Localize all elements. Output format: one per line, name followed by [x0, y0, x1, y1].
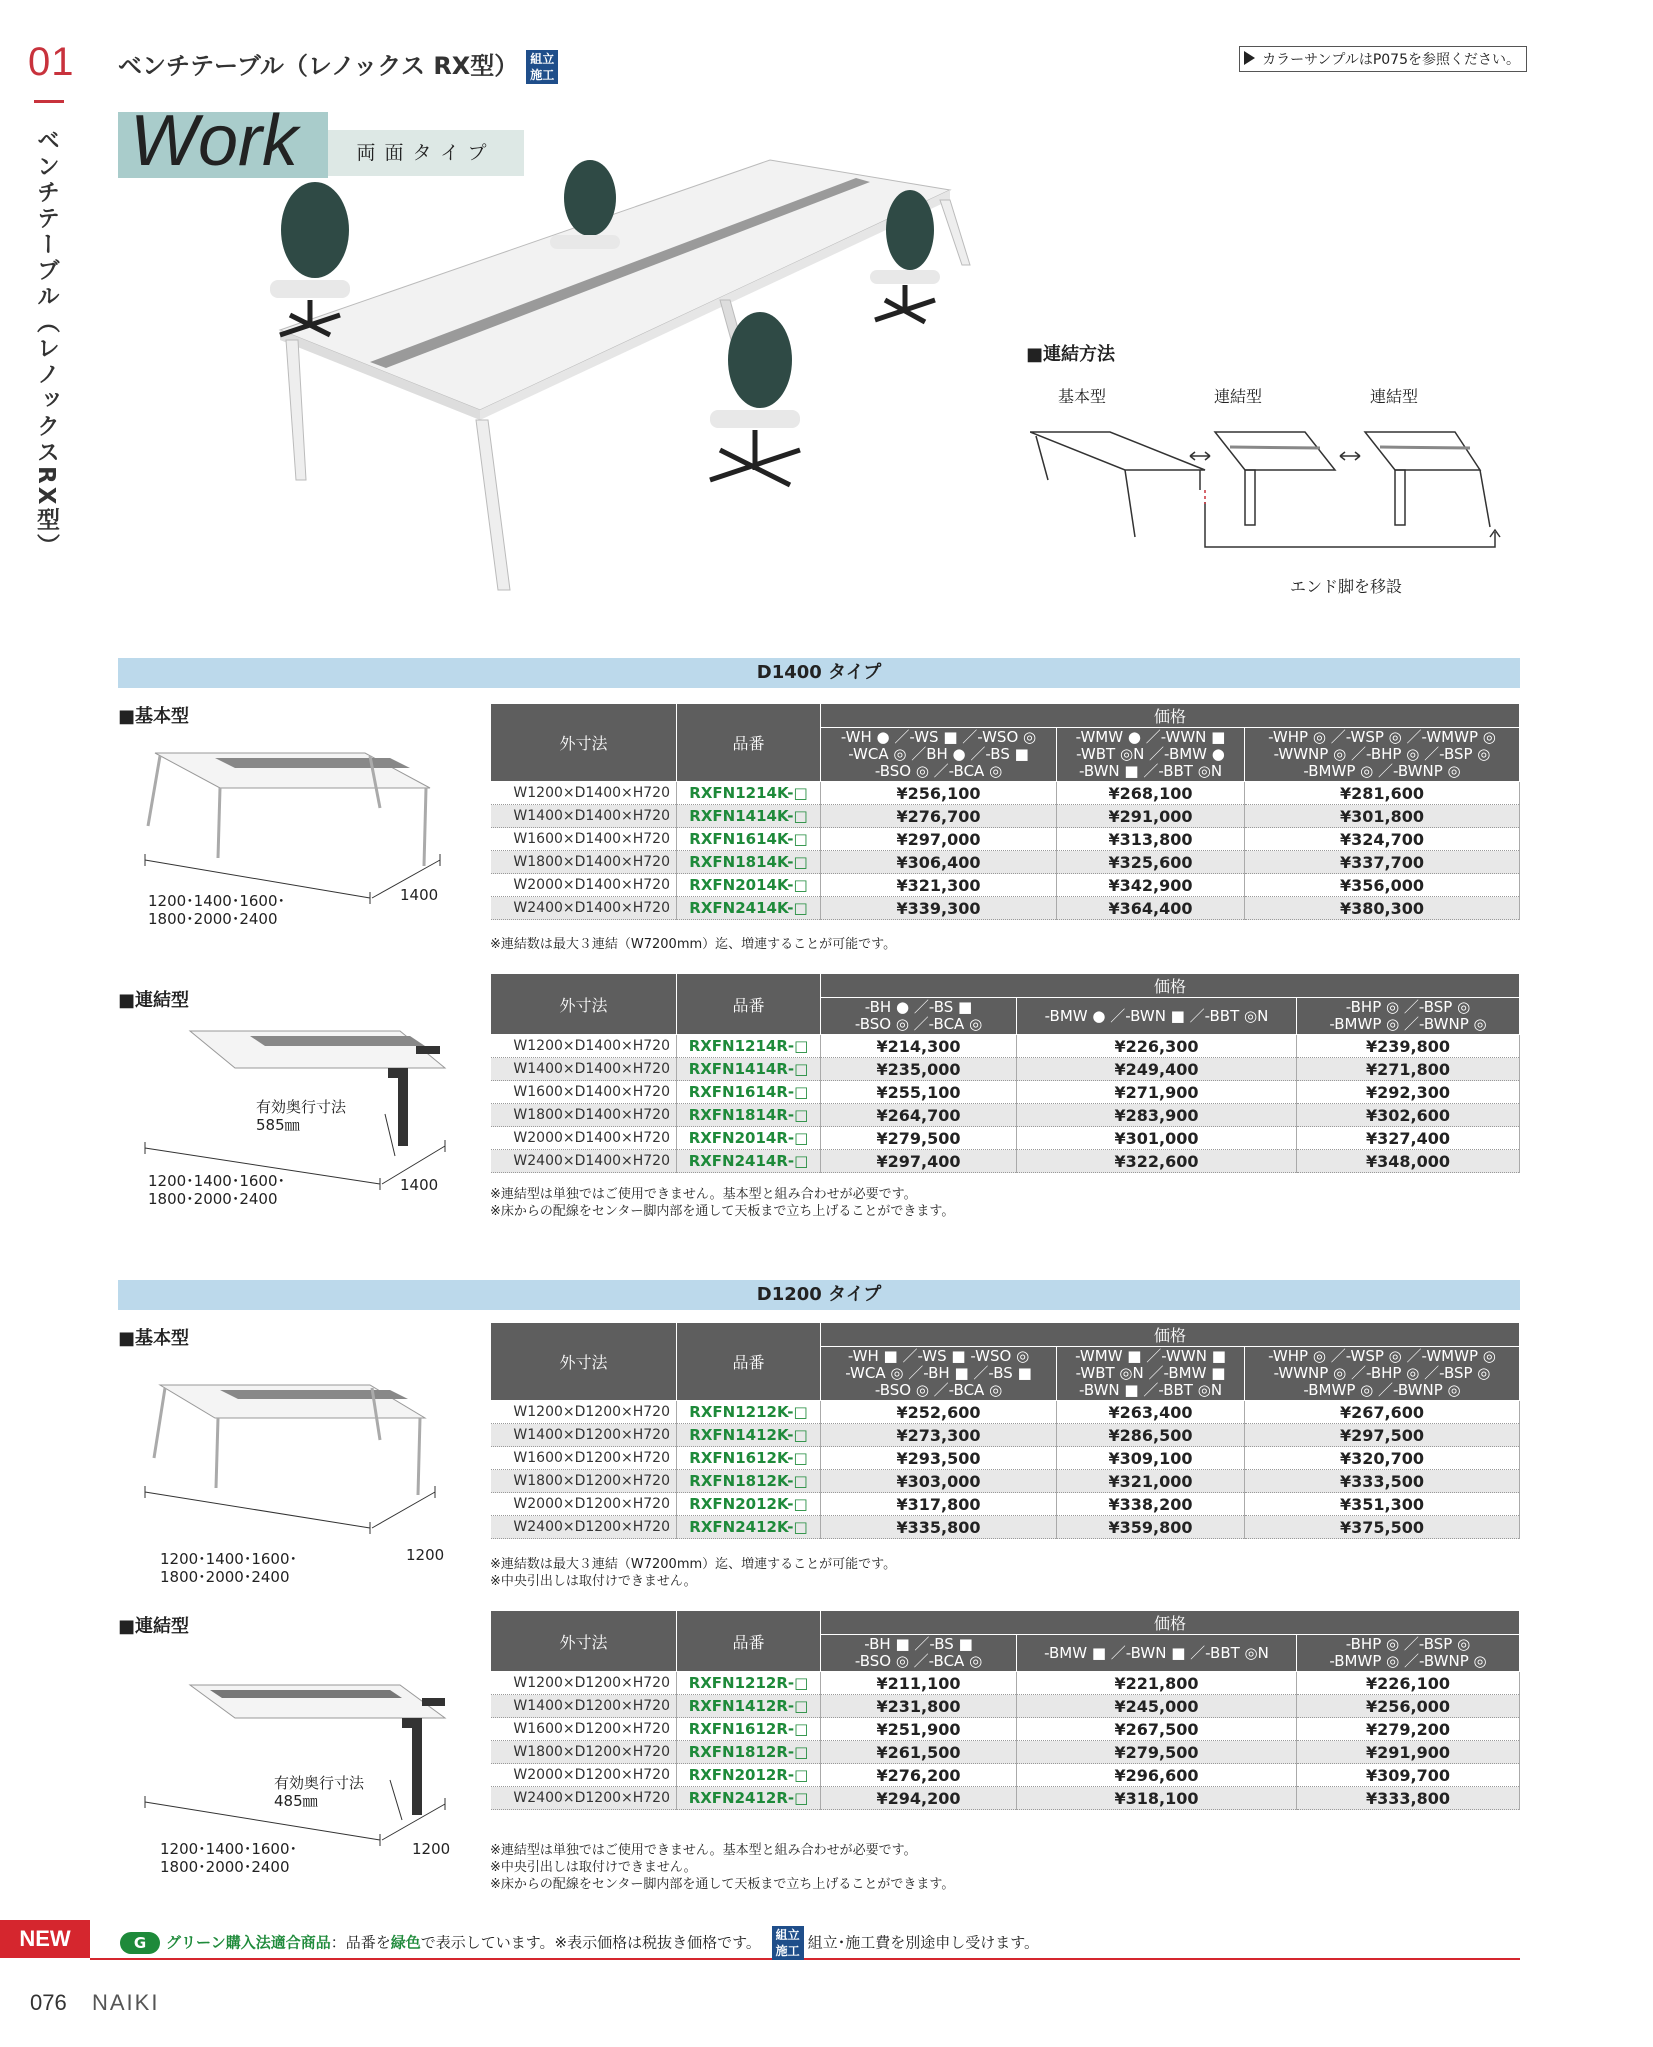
price-cell: ¥283,900 [1017, 1104, 1297, 1127]
d1400-linked-price-table [490, 973, 1520, 1173]
price-cell: ¥279,200 [1297, 1718, 1520, 1741]
size-cell: W1200×D1400×H720 [491, 1035, 677, 1058]
size-cell: W2400×D1200×H720 [491, 1787, 677, 1810]
d1200-linked-effective-depth: 有効奥行寸法 485㎜ [274, 1774, 365, 1810]
price-cell: ¥252,600 [821, 1401, 1057, 1424]
table-row [491, 1493, 1520, 1516]
price-cell: ¥226,100 [1297, 1672, 1520, 1695]
price-cell: ¥296,600 [1017, 1764, 1297, 1787]
size-cell: W1400×D1200×H720 [491, 1695, 677, 1718]
header-code: 品番 [677, 1323, 821, 1401]
price-cell: ¥333,500 [1245, 1470, 1520, 1493]
size-cell: W1600×D1400×H720 [491, 828, 677, 851]
price-cell: ¥249,400 [1017, 1058, 1297, 1081]
price-cell: ¥255,100 [821, 1081, 1017, 1104]
code-cell: RXFN1214R-□ [677, 1035, 821, 1058]
table-row [491, 1741, 1520, 1764]
code-cell: RXFN1414R-□ [677, 1058, 821, 1081]
price-cell: ¥276,200 [821, 1764, 1017, 1787]
size-cell: W2400×D1400×H720 [491, 897, 677, 920]
price-cell: ¥335,800 [821, 1516, 1057, 1539]
assembly-badge-icon: 組立 施工 [526, 50, 558, 84]
code-cell: RXFN1412K-□ [677, 1424, 821, 1447]
price-cell: ¥302,600 [1297, 1104, 1520, 1127]
price-cell: ¥261,500 [821, 1741, 1017, 1764]
header-code: 品番 [677, 974, 821, 1035]
type-label: 両面タイプ [328, 130, 524, 176]
price-cell: ¥251,900 [821, 1718, 1017, 1741]
table-row [491, 1150, 1520, 1173]
price-cell: ¥226,300 [1017, 1035, 1297, 1058]
d1400-basic-depth-dim: 1400 [400, 886, 439, 904]
table-row [491, 1035, 1520, 1058]
size-cell: W2000×D1200×H720 [491, 1493, 677, 1516]
size-cell: W1200×D1200×H720 [491, 1672, 677, 1695]
d1200-basic-depth-dim: 1200 [406, 1546, 445, 1564]
price-cell: ¥297,500 [1245, 1424, 1520, 1447]
price-cell: ¥324,700 [1245, 828, 1520, 851]
size-cell: W1800×D1400×H720 [491, 851, 677, 874]
connection-label-linked-1: 連結型 [1214, 387, 1263, 406]
code-cell: RXFN2414K-□ [677, 897, 821, 920]
code-cell: RXFN1812R-□ [677, 1741, 821, 1764]
price-cell: ¥256,100 [821, 782, 1057, 805]
connection-method-title: ■連結方法 [1026, 344, 1116, 365]
table-row [491, 897, 1520, 920]
d1200-linked-notes [490, 1842, 954, 1893]
header-color-group-1: -BH ■ ／-BS ■ -BSO ◎ ／-BCA ◎ [821, 1635, 1017, 1672]
price-cell: ¥271,800 [1297, 1058, 1520, 1081]
table-row [491, 1104, 1520, 1127]
table-row [491, 1787, 1520, 1810]
table-row [491, 1058, 1520, 1081]
d1400-basic-width-dims: 1200･1400･1600･ 1800･2000･2400 [148, 892, 286, 928]
table-row [491, 1695, 1520, 1718]
price-cell: ¥211,100 [821, 1672, 1017, 1695]
price-cell: ¥309,700 [1297, 1764, 1520, 1787]
price-cell: ¥267,500 [1017, 1718, 1297, 1741]
footer-note [120, 1926, 1039, 1960]
size-cell: W2000×D1200×H720 [491, 1764, 677, 1787]
size-cell: W1800×D1200×H720 [491, 1470, 677, 1493]
code-cell: RXFN1614K-□ [677, 828, 821, 851]
header-color-group-3: -BHP ◎ ／-BSP ◎ -BMWP ◎ ／-BWNP ◎ [1297, 998, 1520, 1035]
table-row [491, 828, 1520, 851]
d1400-linked-effective-depth: 有効奥行寸法 585㎜ [256, 1098, 347, 1134]
header-size: 外寸法 [491, 974, 677, 1035]
price-cell: ¥281,600 [1245, 782, 1520, 805]
code-cell: RXFN2412R-□ [677, 1787, 821, 1810]
d1200-linked-price-table [490, 1610, 1520, 1810]
header-price: 価格 [821, 1611, 1520, 1635]
code-cell: RXFN1214K-□ [677, 782, 821, 805]
header-color-group-2: -WMW ● ／-WWN ■ -WBT ◎N ／-BMW ● -BWN ■ ／-BBT ◎N [1057, 728, 1245, 782]
page-title-text: ベンチテーブル（レノックス RX型） [118, 52, 519, 80]
price-cell: ¥338,200 [1057, 1493, 1245, 1516]
price-cell: ¥294,200 [821, 1787, 1017, 1810]
table-row [491, 805, 1520, 828]
header-price: 価格 [821, 704, 1520, 728]
price-cell: ¥267,600 [1245, 1401, 1520, 1424]
price-cell: ¥303,000 [821, 1470, 1057, 1493]
table-row [491, 1424, 1520, 1447]
table-row [491, 1470, 1520, 1493]
code-cell: RXFN2014K-□ [677, 874, 821, 897]
size-cell: W2400×D1400×H720 [491, 1150, 677, 1173]
d1200-linked-diagram [140, 1680, 460, 1850]
table-row [491, 874, 1520, 897]
price-cell: ¥306,400 [821, 851, 1057, 874]
d1200-basic-price-table [490, 1322, 1520, 1539]
header-color-group-3: -BHP ◎ ／-BSP ◎ -BMWP ◎ ／-BWNP ◎ [1297, 1635, 1520, 1672]
chapter-divider [34, 100, 64, 103]
price-cell: ¥325,600 [1057, 851, 1245, 874]
brand-name: NAIKI [92, 1990, 160, 2015]
size-cell: W1400×D1400×H720 [491, 805, 677, 828]
side-label: ベンチテーブル（レノックスRX型） [33, 128, 59, 560]
d1200-basic-notes [490, 1556, 896, 1590]
new-badge: NEW [0, 1920, 90, 1958]
size-cell: W1200×D1400×H720 [491, 782, 677, 805]
size-cell: W1600×D1400×H720 [491, 1081, 677, 1104]
price-cell: ¥342,900 [1057, 874, 1245, 897]
header-color-group-2: -BMW ● ／-BWN ■ ／-BBT ◎N [1017, 998, 1297, 1035]
code-cell: RXFN1612K-□ [677, 1447, 821, 1470]
price-cell: ¥337,700 [1245, 851, 1520, 874]
code-cell: RXFN2412K-□ [677, 1516, 821, 1539]
code-cell: RXFN2012K-□ [677, 1493, 821, 1516]
price-cell: ¥309,100 [1057, 1447, 1245, 1470]
table-row [491, 1764, 1520, 1787]
header-size: 外寸法 [491, 1323, 677, 1401]
price-cell: ¥291,000 [1057, 805, 1245, 828]
price-cell: ¥322,600 [1017, 1150, 1297, 1173]
price-cell: ¥214,300 [821, 1035, 1017, 1058]
green-text-2: で表示しています。※表示価格は税抜き価格です。 [420, 1933, 761, 1952]
d1200-linked-depth-dim: 1200 [412, 1840, 451, 1858]
connection-label-linked-2: 連結型 [1370, 387, 1419, 406]
price-cell: ¥297,000 [821, 828, 1057, 851]
green-purchase-icon: G [120, 1932, 160, 1954]
header-code: 品番 [677, 1611, 821, 1672]
note-line: ※床からの配線をセンター脚内部を通して天板まで立ち上げることができます。 [490, 1877, 955, 1892]
header-color-group-1: -BH ● ／-BS ■ -BSO ◎ ／-BCA ◎ [821, 998, 1017, 1035]
note-line: ※連結型は単独ではご使用できません。基本型と組み合わせが必要です。 [490, 1843, 917, 1858]
price-cell: ¥321,300 [821, 874, 1057, 897]
connection-label-basic: 基本型 [1058, 387, 1107, 406]
d1400-basic-notes [490, 936, 896, 953]
price-cell: ¥356,000 [1245, 874, 1520, 897]
price-cell: ¥339,300 [821, 897, 1057, 920]
price-cell: ¥364,400 [1057, 897, 1245, 920]
note-line: ※連結数は最大３連結（W7200mm）迄、増連することが可能です。 [490, 1557, 897, 1572]
header-color-group-1: -WH ■ ／-WS ■ -WSO ◎ -WCA ◎ ／-BH ■ ／-BS ■ -BSO ◎ ／-BCA ◎ [821, 1347, 1057, 1401]
price-cell: ¥321,000 [1057, 1470, 1245, 1493]
d1200-basic-diagram [140, 1380, 460, 1540]
chapter-number: 01 [28, 40, 75, 84]
d1400-basic-diagram [140, 748, 460, 908]
size-cell: W1600×D1200×H720 [491, 1447, 677, 1470]
price-cell: ¥351,300 [1245, 1493, 1520, 1516]
size-cell: W2000×D1400×H720 [491, 874, 677, 897]
price-cell: ¥380,300 [1245, 897, 1520, 920]
header-color-group-3: -WHP ◎ ／-WSP ◎ ／-WMWP ◎ -WWNP ◎ ／-BHP ◎ ／-BSP ◎ -BMWP ◎ ／-BWNP ◎ [1245, 1347, 1520, 1401]
d1400-linked-width-dims: 1200･1400･1600･ 1800･2000･2400 [148, 1172, 286, 1208]
header-color-group-2: -BMW ■ ／-BWN ■ ／-BBT ◎N [1017, 1635, 1297, 1672]
table-row [491, 1127, 1520, 1150]
header-code: 品番 [677, 704, 821, 782]
price-cell: ¥301,800 [1245, 805, 1520, 828]
size-cell: W1800×D1200×H720 [491, 1741, 677, 1764]
color-sample-reference: カラーサンプルはP075を参照ください。 [1239, 46, 1527, 72]
price-cell: ¥276,700 [821, 805, 1057, 828]
size-cell: W2400×D1200×H720 [491, 1516, 677, 1539]
price-cell: ¥279,500 [1017, 1741, 1297, 1764]
table-row [491, 851, 1520, 874]
price-cell: ¥271,900 [1017, 1081, 1297, 1104]
price-cell: ¥286,500 [1057, 1424, 1245, 1447]
price-cell: ¥256,000 [1297, 1695, 1520, 1718]
note-line: ※床からの配線をセンター脚内部を通して天板まで立ち上げることができます。 [490, 1204, 955, 1219]
d1200-basic-label: ■基本型 [118, 1328, 190, 1349]
price-cell: ¥313,800 [1057, 828, 1245, 851]
code-cell: RXFN1212R-□ [677, 1672, 821, 1695]
code-cell: RXFN2014R-□ [677, 1127, 821, 1150]
table-row [491, 1401, 1520, 1424]
code-cell: RXFN1814R-□ [677, 1104, 821, 1127]
hero-product-image [250, 150, 1010, 600]
code-cell: RXFN2414R-□ [677, 1150, 821, 1173]
d1400-basic-label: ■基本型 [118, 706, 190, 727]
price-cell: ¥318,100 [1017, 1787, 1297, 1810]
code-cell: RXFN1612R-□ [677, 1718, 821, 1741]
work-title: Work [130, 101, 298, 181]
code-cell: RXFN1614R-□ [677, 1081, 821, 1104]
size-cell: W2000×D1400×H720 [491, 1127, 677, 1150]
price-cell: ¥359,800 [1057, 1516, 1245, 1539]
price-cell: ¥263,400 [1057, 1401, 1245, 1424]
header-color-group-1: -WH ● ／-WS ■ ／-WSO ◎ -WCA ◎ ／BH ● ／-BS ■ -BSO ◎ ／-BCA ◎ [821, 728, 1057, 782]
note-line: ※連結型は単独ではご使用できません。基本型と組み合わせが必要です。 [490, 1187, 917, 1202]
price-cell: ¥317,800 [821, 1493, 1057, 1516]
price-cell: ¥245,000 [1017, 1695, 1297, 1718]
price-cell: ¥239,800 [1297, 1035, 1520, 1058]
price-cell: ¥297,400 [821, 1150, 1017, 1173]
header-color-group-2: -WMW ■ ／-WWN ■ -WBT ◎N ／-BMW ■ -BWN ■ ／-BBT ◎N [1057, 1347, 1245, 1401]
d1200-linked-label: ■連結型 [118, 1616, 190, 1637]
note-line: ※中央引出しは取付けできません。 [490, 1860, 697, 1875]
code-cell: RXFN1812K-□ [677, 1470, 821, 1493]
code-cell: RXFN1414K-□ [677, 805, 821, 828]
page-number: 076 [30, 1990, 67, 2015]
assembly-text: 組立･施工費を別途申し受けます。 [807, 1933, 1039, 1952]
header-size: 外寸法 [491, 704, 677, 782]
section-d1400-bar: D1400 タイプ [118, 658, 1520, 688]
price-cell: ¥291,900 [1297, 1741, 1520, 1764]
table-row [491, 1516, 1520, 1539]
price-cell: ¥231,800 [821, 1695, 1017, 1718]
table-row [491, 1447, 1520, 1470]
d1400-basic-price-table [490, 703, 1520, 920]
price-cell: ¥292,300 [1297, 1081, 1520, 1104]
connection-diagram [1030, 412, 1530, 577]
assembly-icon: 組立 施工 [772, 1926, 804, 1960]
code-cell: RXFN1412R-□ [677, 1695, 821, 1718]
table-row [491, 1081, 1520, 1104]
code-cell: RXFN2012R-□ [677, 1764, 821, 1787]
price-cell: ¥320,700 [1245, 1447, 1520, 1470]
price-cell: ¥273,300 [821, 1424, 1057, 1447]
note-line: ※連結数は最大３連結（W7200mm）迄、増連することが可能です。 [490, 937, 897, 952]
d1400-linked-notes [490, 1186, 954, 1220]
header-price: 価格 [821, 974, 1520, 998]
price-cell: ¥348,000 [1297, 1150, 1520, 1173]
code-cell: RXFN1814K-□ [677, 851, 821, 874]
table-row [491, 782, 1520, 805]
size-cell: W1400×D1200×H720 [491, 1424, 677, 1447]
price-cell: ¥279,500 [821, 1127, 1017, 1150]
price-cell: ¥235,000 [821, 1058, 1017, 1081]
header-size: 外寸法 [491, 1611, 677, 1672]
price-cell: ¥327,400 [1297, 1127, 1520, 1150]
price-cell: ¥375,500 [1245, 1516, 1520, 1539]
code-cell: RXFN1212K-□ [677, 1401, 821, 1424]
header-price: 価格 [821, 1323, 1520, 1347]
d1400-linked-label: ■連結型 [118, 990, 190, 1011]
size-cell: W1200×D1200×H720 [491, 1401, 677, 1424]
d1200-linked-width-dims: 1200･1400･1600･ 1800･2000･2400 [160, 1840, 298, 1876]
price-cell: ¥293,500 [821, 1447, 1057, 1470]
note-line: ※中央引出しは取付けできません。 [490, 1574, 697, 1589]
size-cell: W1600×D1200×H720 [491, 1718, 677, 1741]
size-cell: W1800×D1400×H720 [491, 1104, 677, 1127]
green-word: 緑色 [390, 1933, 421, 1952]
green-text-1: ：品番を [330, 1933, 391, 1952]
section-d1200-bar: D1200 タイプ [118, 1280, 1520, 1310]
page-title [118, 46, 558, 84]
d1400-linked-depth-dim: 1400 [400, 1176, 439, 1194]
table-row [491, 1672, 1520, 1695]
price-cell: ¥221,800 [1017, 1672, 1297, 1695]
price-cell: ¥268,100 [1057, 782, 1245, 805]
table-row [491, 1718, 1520, 1741]
price-cell: ¥264,700 [821, 1104, 1017, 1127]
price-cell: ¥301,000 [1017, 1127, 1297, 1150]
size-cell: W1400×D1400×H720 [491, 1058, 677, 1081]
d1200-basic-width-dims: 1200･1400･1600･ 1800･2000･2400 [160, 1550, 298, 1586]
green-purchase-title: グリーン購入法適合商品 [166, 1933, 331, 1952]
move-end-leg-label: エンド脚を移設 [1290, 577, 1403, 596]
price-cell: ¥333,800 [1297, 1787, 1520, 1810]
header-color-group-3: -WHP ◎ ／-WSP ◎ ／-WMWP ◎ -WWNP ◎ ／-BHP ◎ ／-BSP ◎ -BMWP ◎ ／-BWNP ◎ [1245, 728, 1520, 782]
